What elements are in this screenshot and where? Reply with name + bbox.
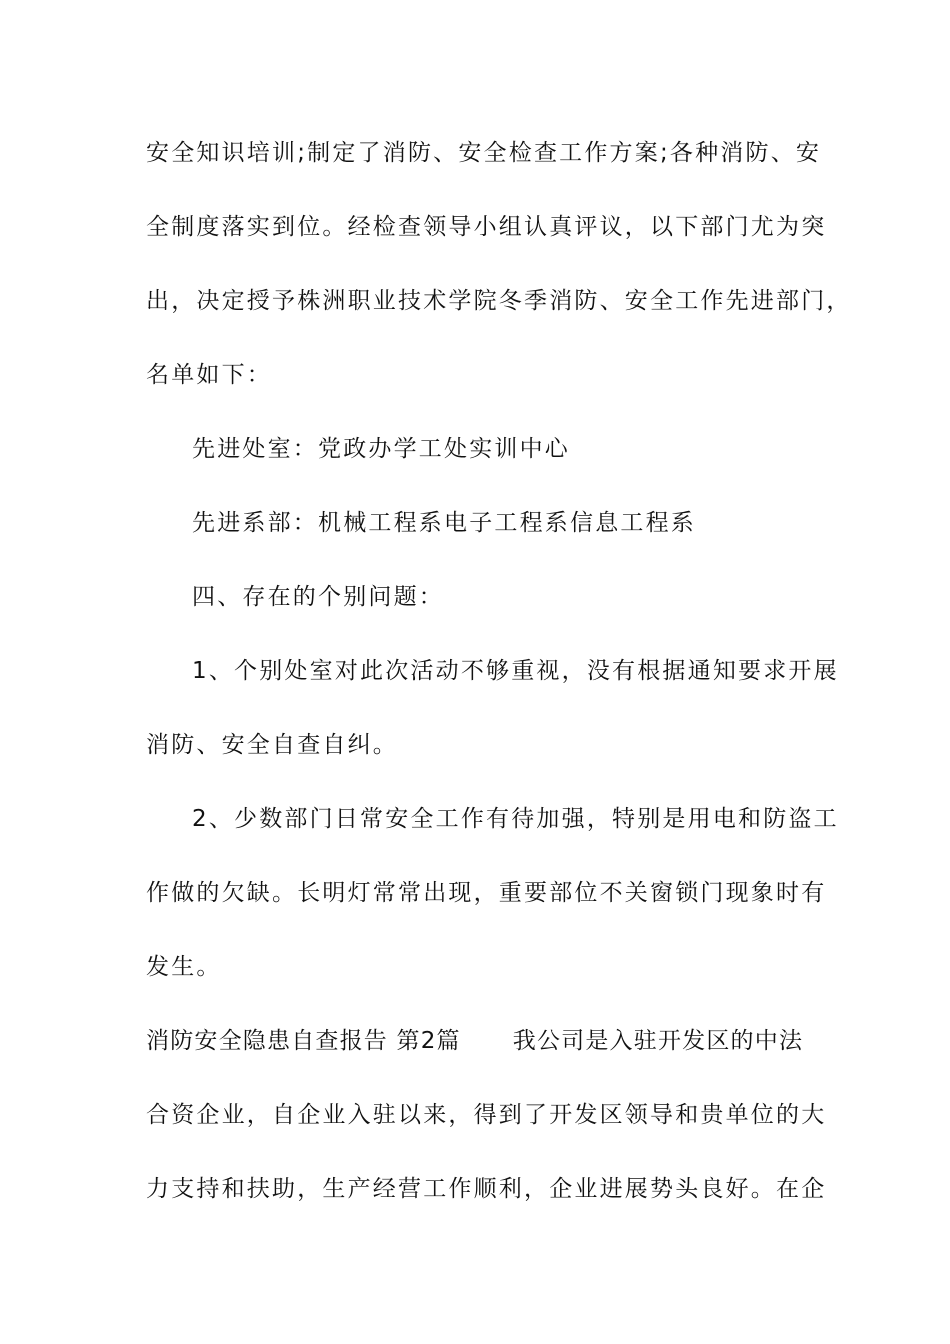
section-title: 消防安全隐患自查报告 第2篇 xyxy=(146,1028,461,1054)
problem-item-2: 2、少数部门日常安全工作有待加强，特别是用电和防盗工 xyxy=(192,806,839,832)
body-text-line: 力支持和扶助，生产经营工作顺利，企业进展势头良好。在企 xyxy=(146,1176,827,1202)
problems-heading: 四、存在的个别问题： xyxy=(192,584,444,610)
advanced-offices-line: 先进处室：党政办学工处实训中心 xyxy=(192,436,570,462)
body-text-line: 出，决定授予株洲职业技术学院冬季消防、安全工作先进部门， xyxy=(146,288,852,314)
body-text-line: 作做的欠缺。长明灯常常出现，重要部位不关窗锁门现象时有 xyxy=(146,880,827,906)
body-text-line: 发生。 xyxy=(146,954,222,980)
advanced-departments-line: 先进系部：机械工程系电子工程系信息工程系 xyxy=(192,510,696,536)
section-first-text: 我公司是入驻开发区的中法 xyxy=(512,1028,804,1054)
body-text-line: 安全知识培训;制定了消防、安全检查工作方案;各种消防、安 xyxy=(146,140,822,166)
body-text-line: 合资企业，自企业入驻以来，得到了开发区领导和贵单位的大 xyxy=(146,1102,827,1128)
section-heading-line xyxy=(146,1026,826,1056)
body-text-line: 全制度落实到位。经检查领导小组认真评议，以下部门尤为突 xyxy=(146,214,827,240)
body-text-line: 名单如下： xyxy=(146,362,272,388)
body-text-line: 消防、安全自查自纠。 xyxy=(146,732,398,758)
problem-item-1: 1、个别处室对此次活动不够重视，没有根据通知要求开展 xyxy=(192,658,839,684)
